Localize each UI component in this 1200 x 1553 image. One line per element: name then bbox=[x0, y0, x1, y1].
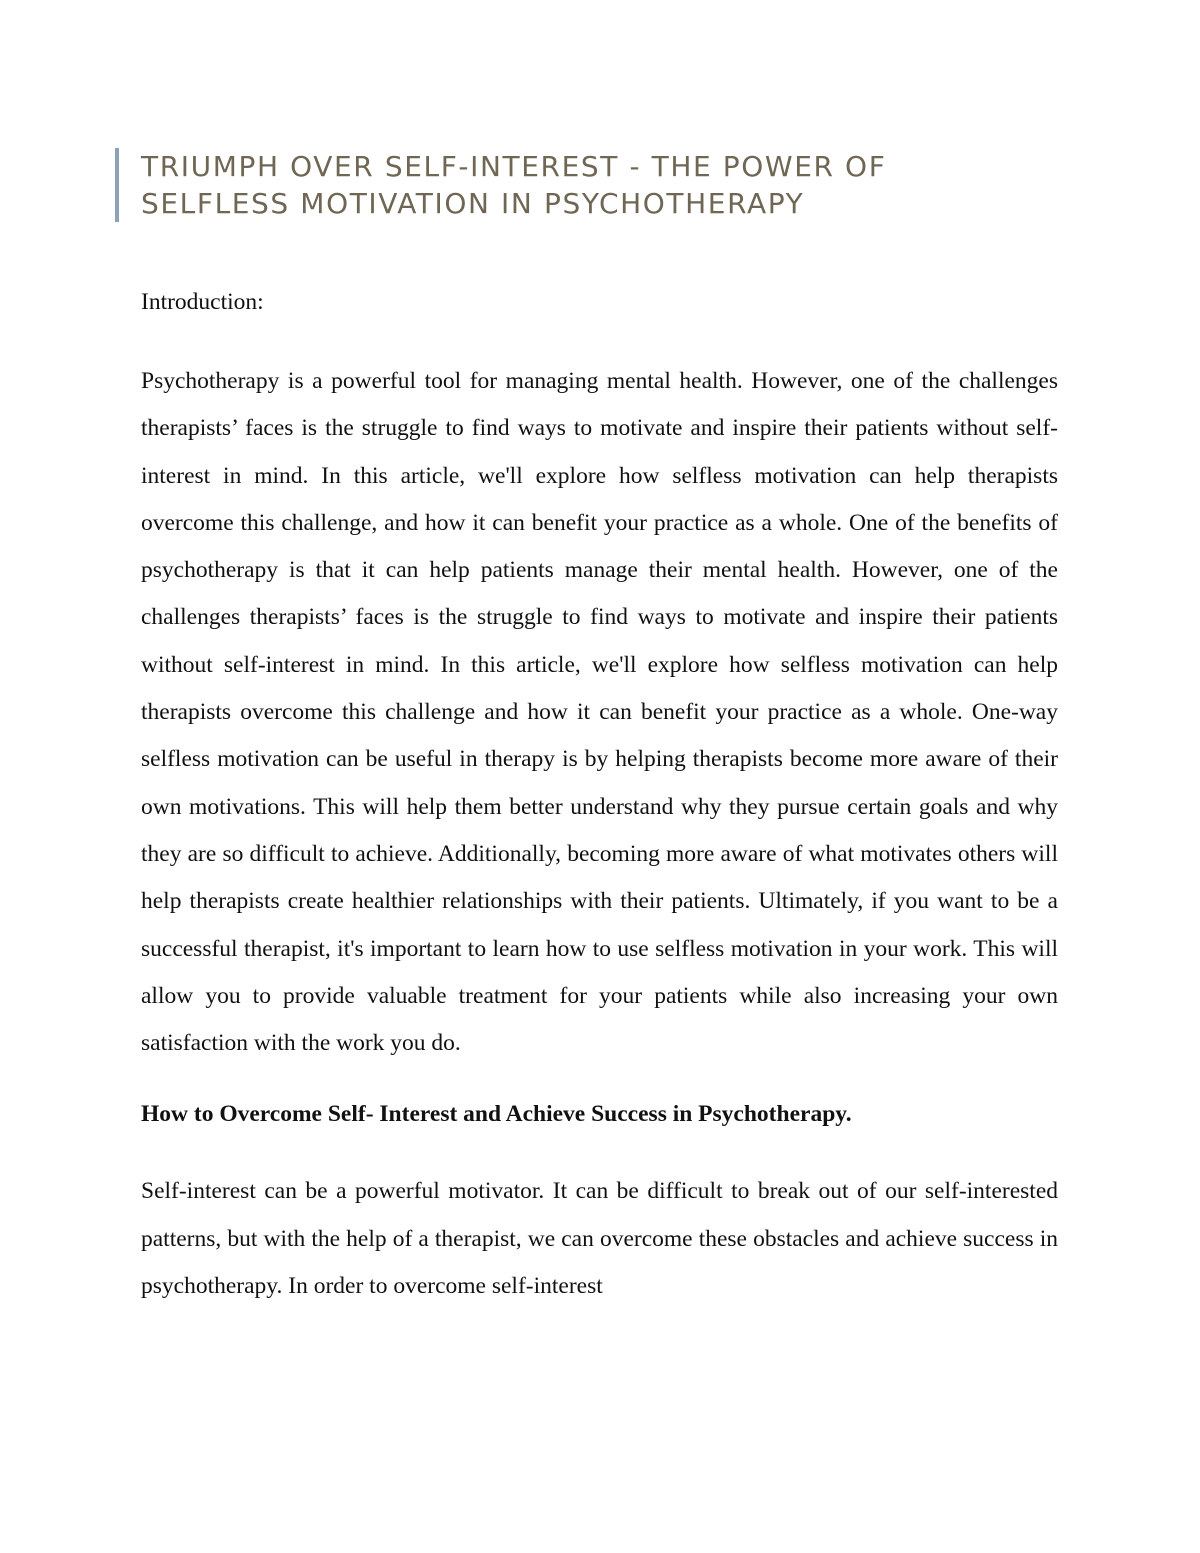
document-title: TRIUMPH OVER SELF-INTEREST - THE POWER OF SELFLESS MOTIVATION IN PSYCHOTHERAPY bbox=[141, 150, 887, 220]
intro-paragraph: Psychotherapy is a powerful tool for managing mental health. However, one of the challenges therapists’ faces is the struggle to find ways to motivate and inspire their patients without self-interest in mind. In this article, we'll explore how selfless motivation can help therapists overcome this challenge, and how it can benefit your practice as a whole. One of the benefits of psychotherapy is that it can help patients manage their mental health. However, one of the challenges therapists’ faces is the struggle to find ways to motivate and inspire their patients without self-interest in mind. In this article, we'll explore how selfless motivation can help therapists overcome this challenge and how it can benefit your practice as a whole. One-way selfless motivation can be useful in therapy is by helping therapists become more aware of their own motivations. This will help them better understand why they pursue certain goals and why they are so difficult to achieve. Additionally, becoming more aware of what motivates others will help therapists create healthier relationships with their patients. Ultimately, if you want to be a successful therapist, it's important to learn how to use selfless motivation in your work. This will allow you to provide valuable treatment for your patients while also increasing your own satisfaction with the work you do. bbox=[141, 368, 1058, 1057]
section-paragraph: Self-interest can be a powerful motivator. It can be difficult to break out of our self-interested patterns, but with the help of a therapist, we can overcome these obstacles and achieve success in psychotherapy. In order to overcome self-interest bbox=[141, 1178, 1058, 1300]
section-heading: How to Overcome Self- Interest and Achieve Success in Psychotherapy. bbox=[141, 1101, 852, 1128]
intro-label: Introduction: bbox=[141, 289, 264, 315]
title-block bbox=[115, 148, 1021, 222]
document-body bbox=[141, 282, 1058, 1310]
